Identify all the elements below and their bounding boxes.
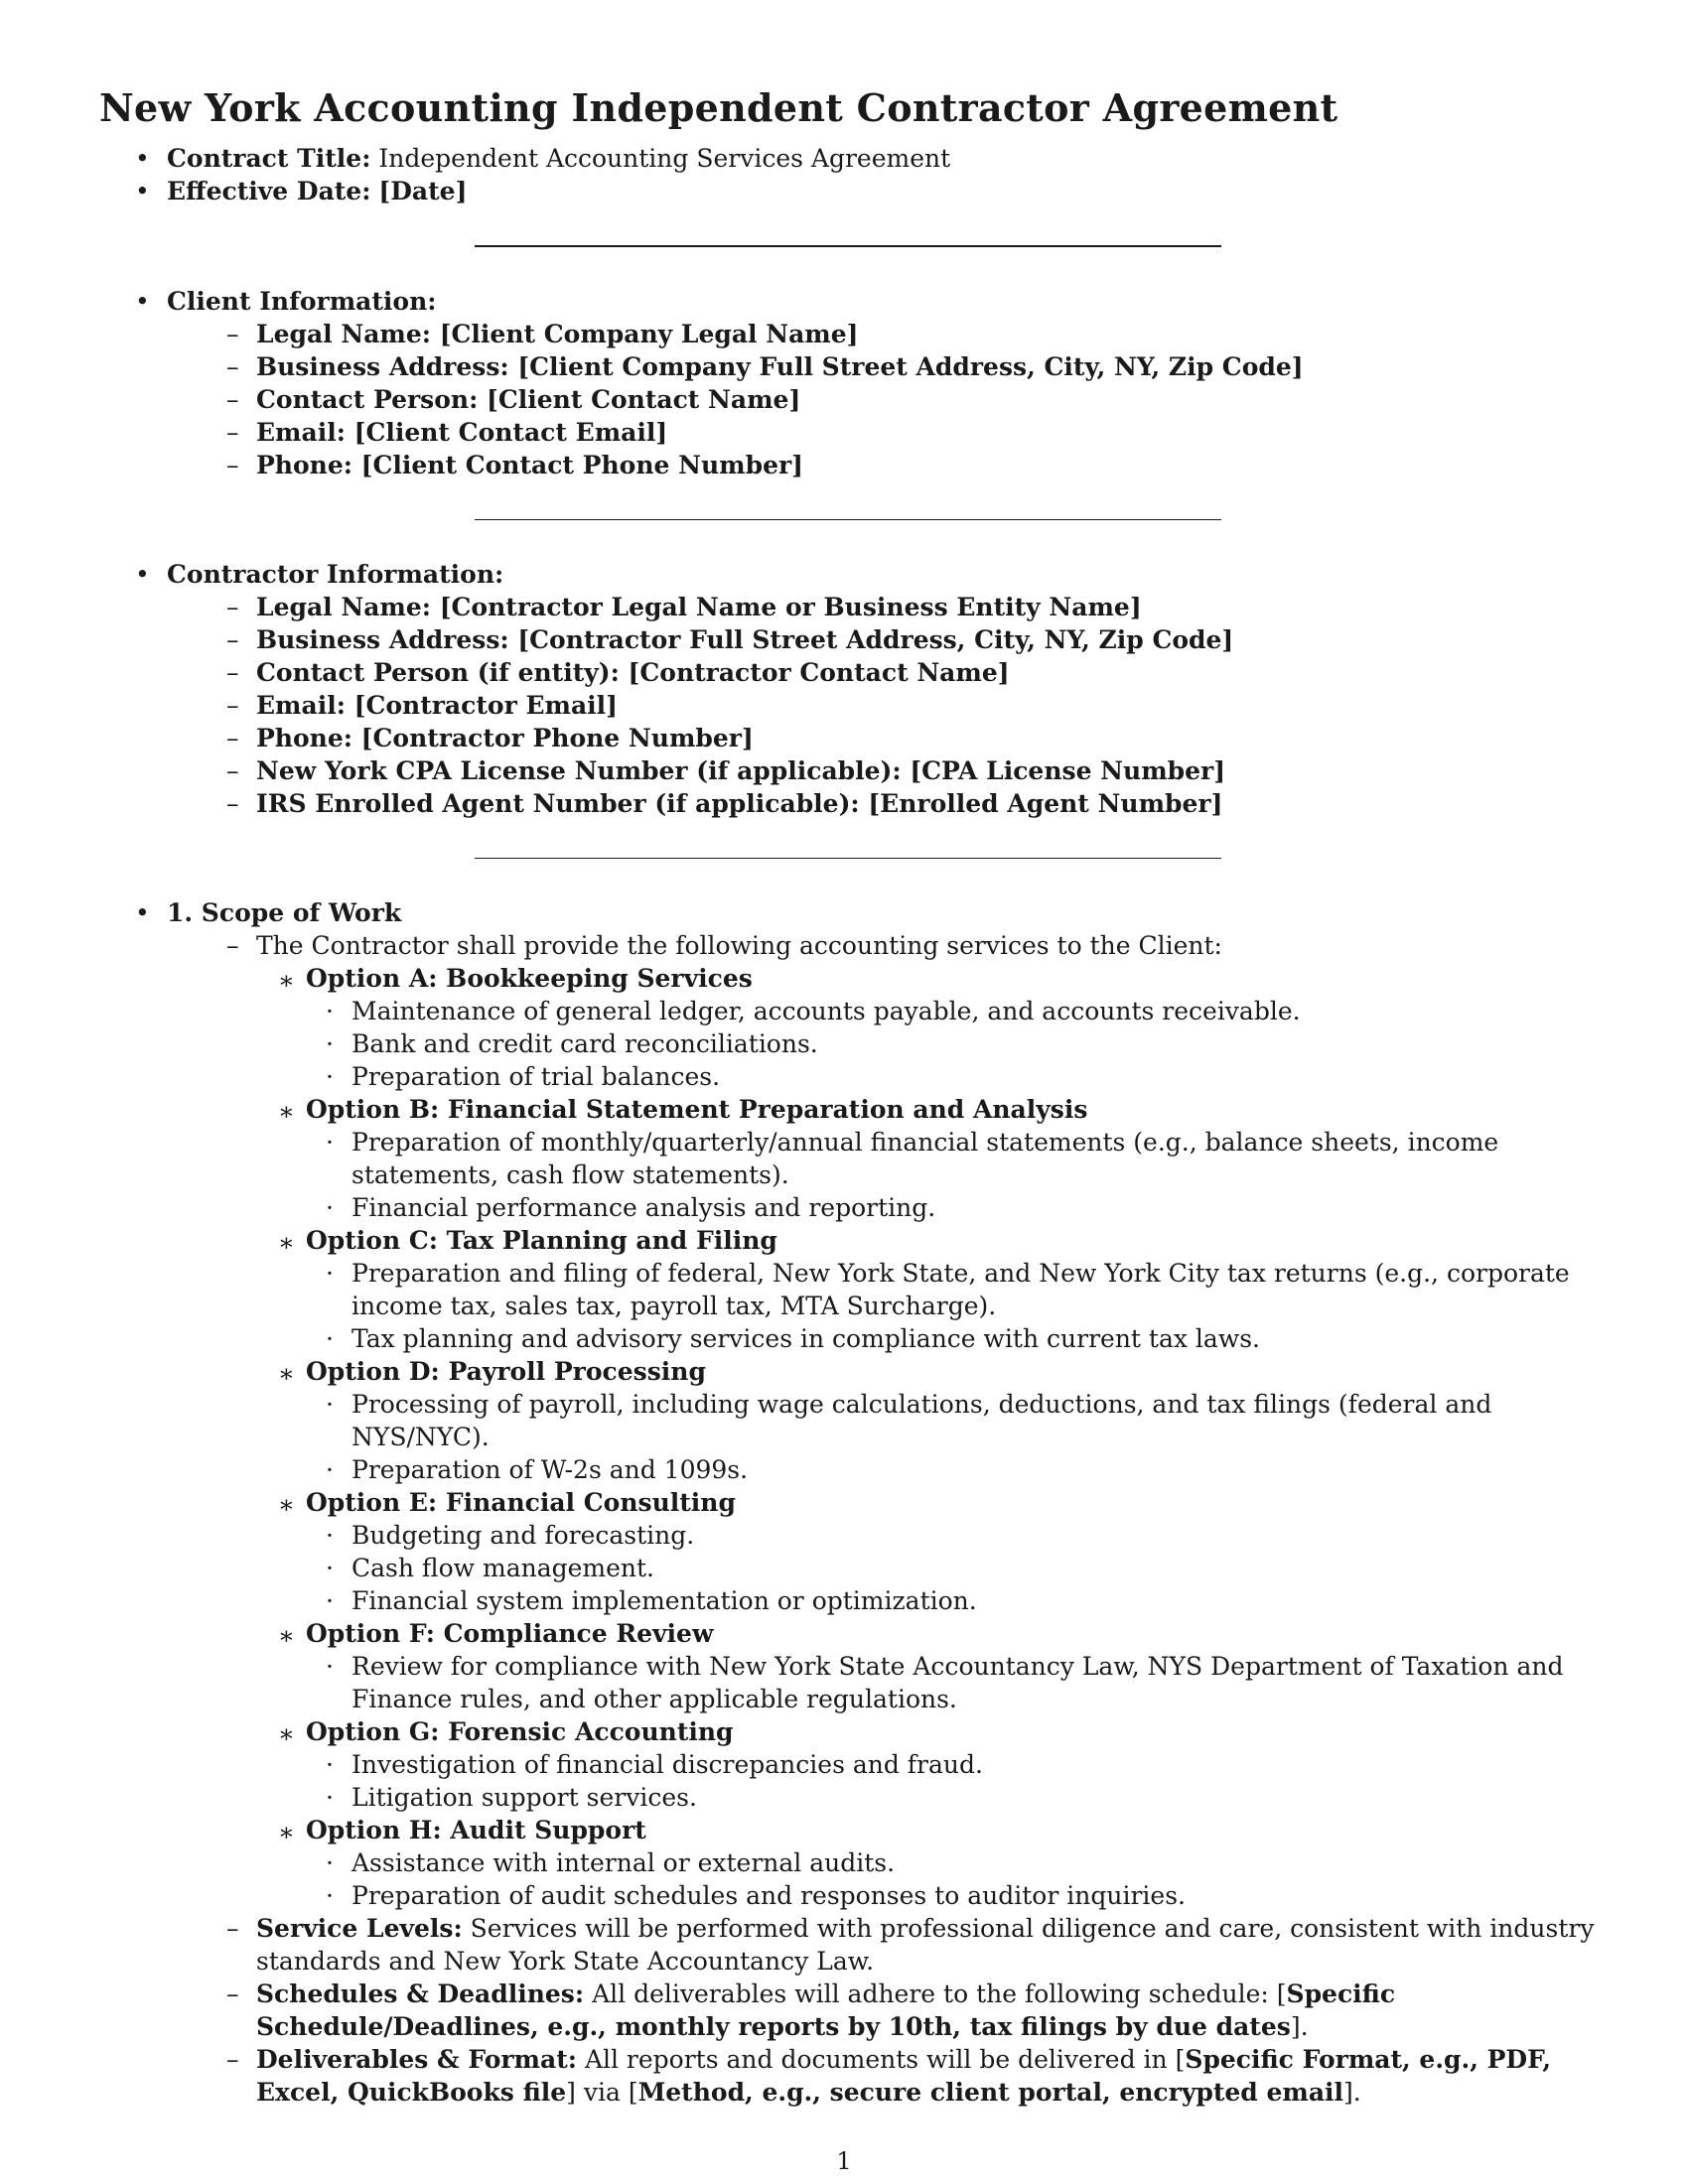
dash-marker: – [226,658,239,687]
contractor-field: Phone: [Contractor Phone Number] [256,724,754,752]
option-items [322,1519,1599,1617]
option-item [278,1715,1599,1814]
list-item: – Schedules & Deadlines: All deliverables will adhere to the following schedule: [Specific Schedule/Deadlines, e.g., monthly reports by 10th, tax filings by due dates]. [226,1979,1396,2041]
list-item [322,1257,1599,1322]
asterisk-marker: ∗ [278,1490,295,1519]
list-item [226,722,1599,754]
list-item [322,1126,1599,1191]
client-field: Phone: [Client Contact Phone Number] [256,451,803,479]
dot-marker: · [326,1750,334,1779]
option-title: Option E: Financial Consulting [306,1488,736,1517]
option-items [322,1126,1599,1224]
dash-marker: – [226,625,239,654]
scope-section [99,896,1599,2109]
option-item [278,1093,1599,1224]
dash-marker: – [226,756,239,785]
list-item [322,1453,1599,1486]
item-text: Litigation support services. [352,1783,697,1812]
dot-marker: · [326,1455,334,1484]
dot-marker: · [326,1193,334,1222]
dot-marker: · [326,1390,334,1419]
list-item: • Effective Date: [Date] [135,177,468,205]
option-item [278,962,1599,1093]
page-number: 1 [836,2147,852,2175]
list-item [322,995,1599,1027]
list-item [226,416,1599,449]
scope-intro: The Contractor shall provide the following accounting services to the Client: [256,931,1222,960]
dot-marker: · [326,1554,334,1582]
client-section [99,285,1599,481]
item-text: Budgeting and forecasting. [352,1521,695,1550]
dash-marker: – [226,451,239,479]
client-items [226,318,1599,481]
option-title: Option H: Audit Support [306,1816,646,1844]
dash-marker: – [226,418,239,447]
list-item [322,1781,1599,1814]
contractor-field: Legal Name: [Contractor Legal Name or Business Entity Name] [256,593,1142,621]
list-item [322,1027,1599,1060]
client-field: Business Address: [Client Company Full Street Address, City, NY, Zip Code] [256,352,1304,381]
item-text: Tax planning and advisory services in compliance with current tax laws. [352,1324,1260,1353]
section-heading: 1. Scope of Work [167,898,402,927]
item-text: Preparation of trial balances. [352,1062,721,1091]
client-field: Legal Name: [Client Company Legal Name] [256,320,859,348]
contractor-field: Business Address: [Contractor Full Street Address, City, NY, Zip Code] [256,625,1234,654]
list-item [322,1879,1599,1912]
list-item [322,1748,1599,1781]
divider [475,245,1221,247]
dash-marker: – [226,352,239,381]
item-text: Financial system implementation or optimization. [352,1586,977,1615]
dot-marker: · [326,1848,334,1877]
option-title: Option F: Compliance Review [306,1619,714,1648]
dot-marker: · [326,1521,334,1550]
option-title: Option B: Financial Statement Preparation and Analysis [306,1095,1088,1124]
option-item [278,1814,1599,1912]
option-items [322,1650,1599,1715]
contractor-field: Email: [Contractor Email] [256,691,618,720]
list-item [226,689,1599,722]
effective-date-value: [Date] [378,177,468,205]
dot-marker: · [326,1324,334,1353]
option-items [322,1846,1599,1912]
list-item: – Deliverables & Format: All reports and documents will be delivered in [Specific Format, e.g., PDF, Excel, QuickBooks file] via [Method, e.g., secure client portal, encrypted email]. [226,2045,1552,2107]
format-placeholder: Specific Format, e.g., PDF, Excel, QuickBooks file [256,2045,1552,2107]
item-text: Processing of payroll, including wage calculations, deductions, and tax filings (federal and NYS/NYC). [352,1390,1492,1451]
list-item: • 1. Scope of Work – The Contractor shall provide the following accounting services to the Client: ∗ Option A: Bookkeeping Services · Maintenance of general ledger, accounts payable, and accounts receivable. · Bank and credit card reconciliations. · Preparation of trial balances. ∗ Option B: Financial Statement Preparation and Analysis · Preparation of monthly/quarterly/annual financial statements (e.g., balance sheets, income statements, cash flow statements). · Financial performance analysis and reporting. ∗ Option C: Tax Planning and Filing · Preparation and filing of federal, New York State, and New York City tax returns (e.g., corporate income tax, sales tax, payroll tax, MTA Surcharge). · Tax planning and advisory services in compliance with current tax laws. ∗ Option D: Payroll Processing · Processing of payroll, including wage calculations, deductions, and tax filings (federal and NYS/NYC). · Preparation of W-2s and 1099s. ∗ Option E: Financial Consulting · Budgeting and forecasting. · Cash flow management. · Financial system implementation or optimization. ∗ Option F: Compliance Review · Review for compliance with New York State Accountancy Law, NYS Department of Taxation and Finance rules, and other applicable regulations. ∗ Option G: Forensic Accounting · Investigation of financial discrepancies and fraud. · Litigation support services. ∗ Option H: Audit Support · Assistance with internal or external audits. · Preparation of audit schedules and responses to auditor inquiries. – Service Levels: Services will be performed with professional diligence and care, consistent with industry standards and New York State Accountancy Law. – Schedules & Deadlines: All deliverables will adhere to the following schedule: [Specific Schedule/Deadlines, e.g., monthly reports by 10th, tax filings by due dates]. – Deliverables & Format: All reports and documents will be delivered in [Specific Format, e.g., PDF, Excel, QuickBooks file] via [Method, e.g., secure client portal, encrypted email]. [99,896,1599,2109]
header-list [99,142,1599,207]
list-item: • Contractor Information: – Legal Name: [Contractor Legal Name or Business Entity Name] – Business Address: [Contractor Full Street Address, City, NY, Zip Code] – Contact Person (if entity): [Contractor Contact Name] – Email: [Contractor Email] – Phone: [Contractor Phone Number] – New York CPA License Number (if applicable): [CPA License Number] – IRS Enrolled Agent Number (if applicable): [Enrolled Agent Number] [99,558,1599,820]
asterisk-marker: ∗ [278,1621,295,1650]
option-items [322,1748,1599,1814]
dash-marker: – [226,385,239,414]
method-placeholder: Method, e.g., secure client portal, encrypted email [637,2078,1344,2107]
dot-marker: · [326,1652,334,1681]
contractor-field: Contact Person (if entity): [Contractor Contact Name] [256,658,1010,687]
contractor-field: IRS Enrolled Agent Number (if applicable): [Enrolled Agent Number] [256,789,1223,818]
divider [475,858,1221,859]
list-item [322,1322,1599,1355]
asterisk-marker: ∗ [278,1719,295,1748]
asterisk-marker: ∗ [278,966,295,995]
list-item [322,1650,1599,1715]
list-item: – Service Levels: Services will be performed with professional diligence and care, consistent with industry standards and New York State Accountancy Law. [226,1914,1595,1976]
list-item [226,623,1599,656]
dash-marker: – [226,320,239,348]
option-item [278,1224,1599,1355]
contract-title-value: Independent Accounting Services Agreement [378,144,951,173]
dash-marker: – [226,593,239,621]
dot-marker: · [326,1259,334,1288]
asterisk-marker: ∗ [278,1818,295,1846]
list-item [322,1191,1599,1224]
option-items [322,1257,1599,1355]
item-text: Financial performance analysis and reporting. [352,1193,936,1222]
options-list [278,962,1599,1912]
scope-list [226,929,1599,2109]
service-levels-text: Services will be performed with professional diligence and care, consistent with industry standards and New York State Accountancy Law. [256,1914,1595,1976]
list-item [322,1584,1599,1617]
client-field: Contact Person: [Client Contact Name] [256,385,801,414]
contractor-items [226,591,1599,820]
item-text: Cash flow management. [352,1554,654,1582]
item-text: Preparation of monthly/quarterly/annual financial statements (e.g., balance sheets, income statements, cash flow statements). [352,1128,1499,1189]
option-title: Option D: Payroll Processing [306,1357,706,1386]
list-item [322,1519,1599,1552]
item-text: Maintenance of general ledger, accounts payable, and accounts receivable. [352,997,1301,1025]
dash-marker: – [226,691,239,720]
list-item [226,318,1599,350]
dash-marker: – [226,789,239,818]
list-item [226,754,1599,787]
list-item: • Client Information: – Legal Name: [Client Company Legal Name] – Business Address: [Client Company Full Street Address, City, NY, Zip Code] – Contact Person: [Client Contact Name] – Email: [Client Contact Email] – Phone: [Client Contact Phone Number] [99,285,1599,481]
option-item [278,1355,1599,1486]
item-text: Assistance with internal or external audits. [352,1848,896,1877]
option-item [278,1486,1599,1617]
divider [475,519,1221,520]
dot-marker: · [326,997,334,1025]
dot-marker: · [326,1029,334,1058]
dot-marker: · [326,1783,334,1812]
list-item [226,350,1599,383]
list-item [322,1552,1599,1584]
list-item: • Contract Title: Independent Accounting Services Agreement [135,144,951,173]
item-text: Preparation of audit schedules and responses to auditor inquiries. [352,1881,1186,1910]
list-item [322,1388,1599,1453]
list-item [226,383,1599,416]
dot-marker: · [326,1128,334,1157]
contractor-section [99,558,1599,820]
asterisk-marker: ∗ [278,1359,295,1388]
schedules-placeholder: Specific Schedule/Deadlines, e.g., monthly reports by 10th, tax filings by due dates [256,1979,1396,2041]
list-item [226,449,1599,481]
dot-marker: · [326,1881,334,1910]
option-title: Option A: Bookkeeping Services [306,964,753,993]
contractor-field: New York CPA License Number (if applicable): [CPA License Number] [256,756,1226,785]
item-text: Investigation of financial discrepancies and fraud. [352,1750,983,1779]
list-item [322,1846,1599,1879]
option-items [322,1388,1599,1486]
option-title: Option G: Forensic Accounting [306,1717,734,1746]
item-text: Bank and credit card reconciliations. [352,1029,818,1058]
option-items [322,995,1599,1093]
dot-marker: · [326,1062,334,1091]
dot-marker: · [326,1586,334,1615]
option-item [278,1617,1599,1715]
dash-marker: – [226,724,239,752]
item-text: Preparation and filing of federal, New York State, and New York City tax returns (e.g., corporate income tax, sales tax, payroll tax, MTA Surcharge). [352,1259,1570,1320]
item-text: Review for compliance with New York State Accountancy Law, NYS Department of Taxation and Finance rules, and other applicable regulations. [352,1652,1564,1713]
list-item [226,591,1599,623]
section-heading: Contractor Information: [167,560,504,589]
list-item [226,656,1599,689]
section-heading: Client Information: [167,287,437,316]
asterisk-marker: ∗ [278,1097,295,1126]
item-text: Preparation of W-2s and 1099s. [352,1455,749,1484]
client-field: Email: [Client Contact Email] [256,418,668,447]
asterisk-marker: ∗ [278,1228,295,1257]
list-item [322,1060,1599,1093]
option-title: Option C: Tax Planning and Filing [306,1226,777,1255]
list-item [226,787,1599,820]
list-item: – The Contractor shall provide the following accounting services to the Client: ∗ Option A: Bookkeeping Services · Maintenance of general ledger, accounts payable, and accounts receivable. · Bank and credit card reconciliations. · Preparation of trial balances. ∗ Option B: Financial Statement Preparation and Analysis · Preparation of monthly/quarterly/annual financial statements (e.g., balance sheets, income statements, cash flow statements). · Financial performance analysis and reporting. ∗ Option C: Tax Planning and Filing · Preparation and filing of federal, New York State, and New York City tax returns (e.g., corporate income tax, sales tax, payroll tax, MTA Surcharge). · Tax planning and advisory services in compliance with current tax laws. ∗ Option D: Payroll Processing · Processing of payroll, including wage calculations, deductions, and tax filings (federal and NYS/NYC). · Preparation of W-2s and 1099s. ∗ Option E: Financial Consulting · Budgeting and forecasting. · Cash flow management. · Financial system implementation or optimization. ∗ Option F: Compliance Review · Review for compliance with New York State Accountancy Law, NYS Department of Taxation and Finance rules, and other applicable regulations. ∗ Option G: Forensic Accounting · Investigation of financial discrepancies and fraud. · Litigation support services. ∗ Option H: Audit Support · Assistance with internal or external audits. · Preparation of audit schedules and responses to auditor inquiries. [226,929,1599,1912]
page-title: New York Accounting Independent Contractor Agreement [99,85,1338,130]
